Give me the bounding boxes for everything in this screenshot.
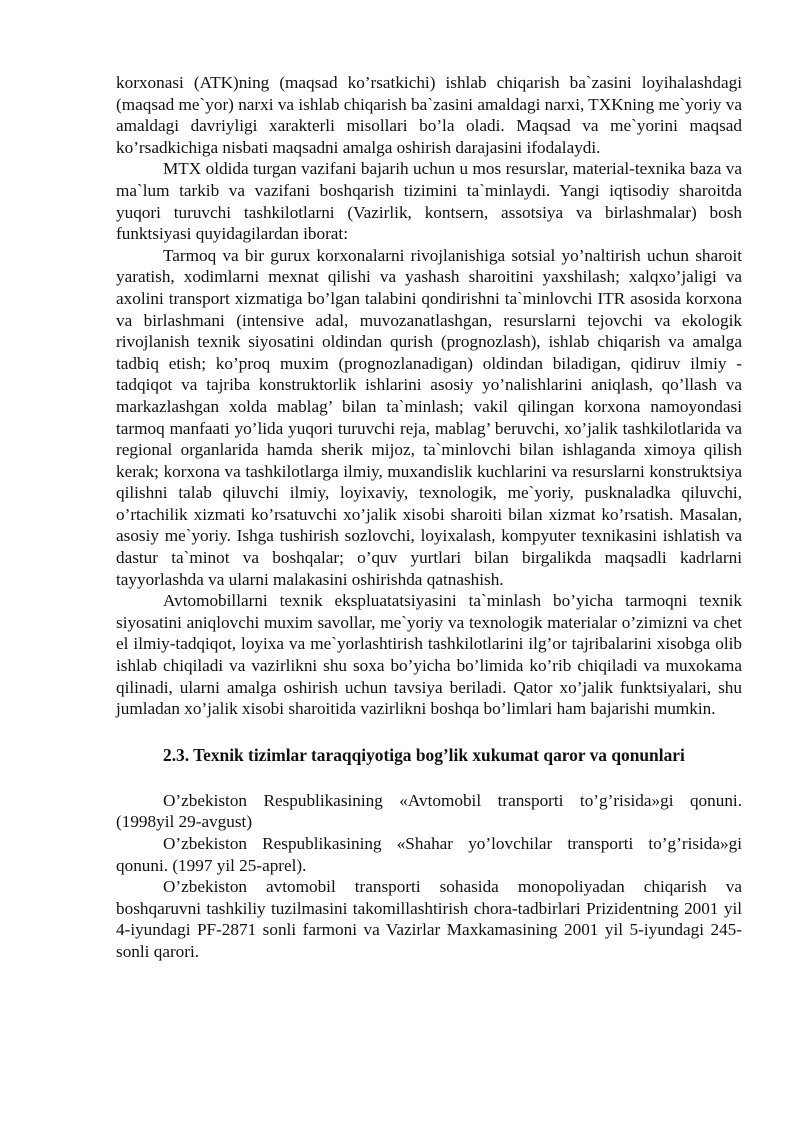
paragraph-continuation: korxonasi (ATK)ning (maqsad ko’rsatkichi) ishlab chiqarish ba`zasini loyihalashdagi (maqsad me`yor) narxi va ishlab chiqarish ba`zasini amaldagi narxi, TXKning me`yoriy va amaldagi davriyligi xarakterli misollari bo’la oladi. Maqsad va me`yorini maqsad ko’rsadkichiga nisbati maqsadni amalga oshirish darajasini ifodalaydi. xyxy=(116,73,742,157)
paragraph-presidential-decree: O’zbekiston avtomobil transporti sohasida monopoliyadan chiqarish va boshqaruvni tashkiliy tuzilmasini takomillashtirish chora-tadbirlari Prizidentning 2001 yil 4-iyundagi PF-2871 sonli farmoni va Vazirlar Maxkamasining 2001 yil 5-iyundagi 245-sonli qarori. xyxy=(116,877,742,961)
paragraph-law-city-transport: O’zbekiston Respublikasining «Shahar yo’lovchilar transporti to’g’risida»gi qonuni. (1997 yil 25-aprel). xyxy=(116,834,742,875)
section-heading: 2.3. Texnik tizimlar taraqqiyotiga bog’lik xukumat qaror va qonunlari xyxy=(163,744,685,765)
paragraph-technical-policy: Avtomobillarni texnik ekspluatatsiyasini ta`minlash bo’yicha tarmoqni texnik siyosatini aniqlovchi muxim savollar, me`yoriy va texnologik materialar o’zimizni va chet el ilmiy-tadqiqot, loyixa va me`yorlashtirish tashkilotlarini ilg’or tajribalarini xisobga olib ishlab chiqiladi va vazirlikni shu soxa bo’yicha bo’limida ko’rib chiqiladi va muxokama qilinadi, ularni amalga oshirish uchun tavsiya beriladi. Qator xo’jalik funktsiyalari, shu jumladan xo’jalik xisobi sharoitida vazirlikni boshqa bo’limlari ham bajarishi mumkin. xyxy=(116,591,742,719)
paragraph-law-auto-transport: O’zbekiston Respublikasining «Avtomobil transporti to’g’risida»gi qonuni. (1998yil 29-avgust) xyxy=(116,790,742,832)
paragraph-mtx: MTX oldida turgan vazifani bajarih uchun u mos resurslar, material-texnika baza va ma`lum tarkib va vazifani boshqarish tizimini ta`minlaydi. Yangi iqtisodiy sharoitda yuqori turuvchi tashkilotlarni (Vazirlik, kontsern, assotsiya va birlashmalar) bosh funktsiyasi quyidagilardan iborat: xyxy=(116,159,742,244)
paragraph-functions-list: Tarmoq va bir gurux korxonalarni rivojlanishiga sotsial yo’naltirish uchun sharoit yaratish, xodimlarni mexnat qilishi va yashash sharoitini yaxshilash; xalqxo’jaligi va axolini transport xizmatiga bo’lgan talabini qondirishni ta`minlovchi ITR asosida korxona va birlashmani (intensive adal, muvozanatlashgan, resurslarni tejovchi va ekologik rivojlanish texnik siyosatini oldindan qurish (prognozlash), ishlab chiqarish va amalga tadbiq etish; ko’proq muxim (prognozlanadigan) oldindan biladigan, qidiruv ilmiy - tadqiqot va tajriba konstruktorlik ishlarini asosiy yo’nalishlarini aniqlash, qo’llash va markazlashgan xolda mablag’ bilan ta`minlash; vakil qilingan korxona namoyondasi tarmoq manfaati yo’lida yuqori turuvchi reja, mablag’ beruvchi, xo’jalik tashkilotlarida va regional organlarida hamda sherik mijoz, ta`minlovchi bilan ishlaganda ximoya qilish kerak; korxona va tashkilotlarga ilmiy, muxandislik kuchlarini va resurslarni konstruktsiya qilishni talab qiluvchi ilmiy, loyixaviy, texnologik, me`yoriy, pusknaladka qiluvchi, o’rtachilik xizmati ko’rsatuvchi xo’jalik xisobi sharoiti bilan xizmat ko’rsatish. Masalan, asosiy me`yoriy. Ishga tushirish sozlovchi, loyixalash, kompyuter texnikasini ishlatish va dastur ta`minot va boshqalar; o’quv yurtlari bilan birgalikda maqsadli kadrlarni tayyorlashda va ularni malakasini oshirishda qatnashish. xyxy=(116,245,742,589)
